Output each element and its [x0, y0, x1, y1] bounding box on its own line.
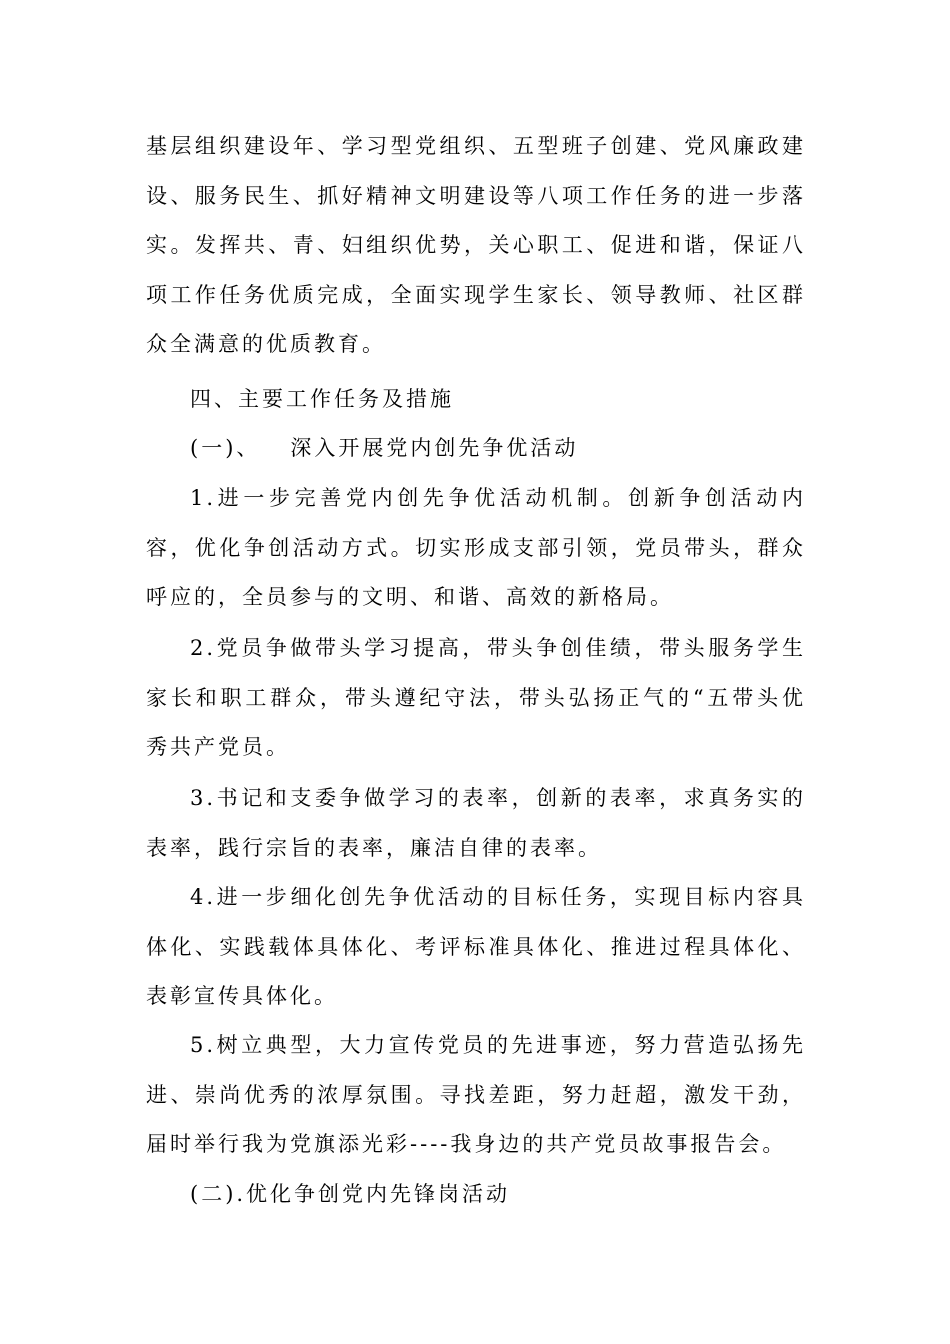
list-item-2: 2.党员争做带头学习提高，带头争创佳绩，带头服务学生家长和职工群众，带头遵纪守法，带头弘扬正气的“五带头优秀共产党员。 — [146, 636, 806, 759]
subsection-number-1: (一)、 — [190, 436, 261, 460]
subsection-title-1: 深入开展党内创先争优活动 — [290, 436, 579, 460]
subsection-heading-2: (二).优化争创党内先锋岗活动 — [190, 1182, 511, 1206]
intro-paragraph: 基层组织建设年、学习型党组织、五型班子创建、党风廉政建设、服务民生、抓好精神文明建设等八项工作任务的进一步落实。发挥共、青、妇组织优势，关心职工、促进和谐，保证八项工作任务优质完成，全面实现学生家长、领导教师、社区群众全满意的优质教育。 — [146, 134, 806, 356]
list-item-3: 3.书记和支委争做学习的表率，创新的表率，求真务实的表率，践行宗旨的表率，廉洁自律的表率。 — [146, 786, 806, 860]
list-item-1: 1.进一步完善党内创先争优活动机制。创新争创活动内容，优化争创活动方式。切实形成支部引领，党员带头，群众呼应的，全员参与的文明、和谐、高效的新格局。 — [146, 486, 806, 609]
list-item-5: 5.树立典型，大力宣传党员的先进事迹，努力营造弘扬先进、崇尚优秀的浓厚氛围。寻找差距，努力赶超，激发干劲，届时举行我为党旗添光彩----我身边的共产党员故事报告会。 — [146, 1033, 806, 1156]
list-item-4: 4.进一步细化创先争优活动的目标任务，实现目标内容具体化、实践载体具体化、考评标准具体化、推进过程具体化、表彰宣传具体化。 — [146, 885, 806, 1008]
subsection-heading-1 — [190, 424, 578, 474]
section-heading-4: 四、主要工作任务及措施 — [190, 387, 454, 411]
